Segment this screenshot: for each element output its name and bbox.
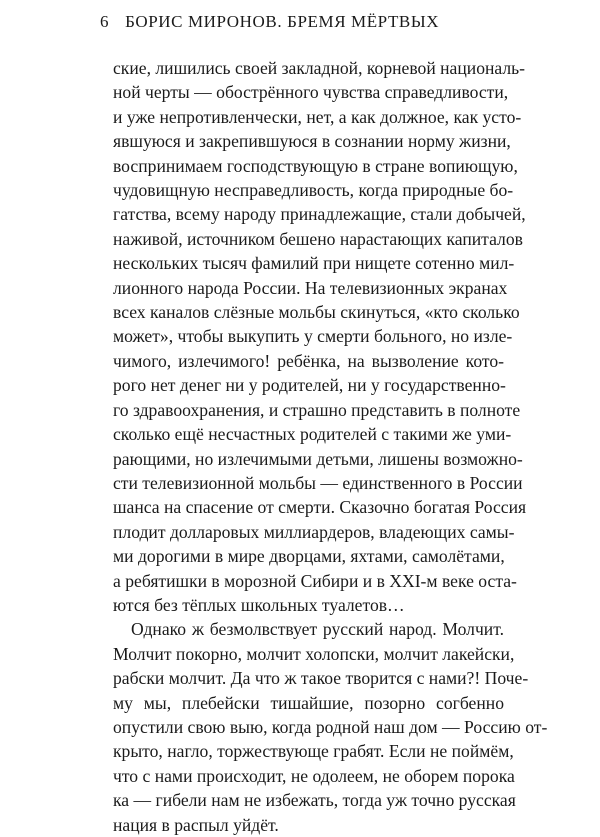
text-line: нация в распыл уйдёт. xyxy=(113,814,279,835)
text-line: лионного народа России. На телевизионных экранах xyxy=(113,277,508,298)
text-line: крыто, нагло, торжествующе грабят. Если не поймём, xyxy=(113,741,514,762)
text-line: может», чтобы выкупить у смерти больного, но излe- xyxy=(113,326,513,347)
text-line: рого нет денег ни у родителей, ни у государственно- xyxy=(113,375,506,396)
running-title: БОРИС МИРОНОВ. БРЕМЯ МЁРТВЫХ xyxy=(125,12,440,31)
text-line: гатства, всему народу принадлежащие, стали добычей, xyxy=(113,204,526,225)
text-line: го здравоохранения, и страшно представить в полноте xyxy=(113,399,521,420)
paragraph-1 xyxy=(113,56,527,617)
text-line: Однако ж безмолвствует русский народ. Молчит. xyxy=(131,619,504,640)
text-line: что с нами происходит, не одолеем, не оборем порока xyxy=(113,765,515,786)
page-number: 6 xyxy=(100,12,110,31)
text-line: наживой, источником бешено нарастающих капиталов xyxy=(113,228,523,249)
text-line: сколько ещё несчастных родителей с такими же уми- xyxy=(113,424,512,445)
text-line: шанса на спасение от смерти. Сказочно богатая Россия xyxy=(113,497,527,518)
text-line: Молчит покорно, молчит холопски, молчит лакейски, xyxy=(113,643,515,664)
text-line: му мы, плебейски тишайшие, позорно согбенно xyxy=(113,692,504,713)
text-line: и уже непротивленчески, нет, а как должное, как усто- xyxy=(113,106,522,127)
text-line: рабски молчит. Да что ж такое творится с нами?! Почe- xyxy=(113,668,529,689)
text-line: чудовищную несправедливость, когда природные бо- xyxy=(113,180,514,201)
text-line: рающими, но излечимыми детьми, лишены возможно- xyxy=(113,448,523,469)
text-line: ские, лишились своей закладной, корневой националь- xyxy=(113,58,526,78)
text-line: воспринимаем господствующую в стране вопиющую, xyxy=(113,155,518,176)
running-header xyxy=(100,12,439,32)
paragraph-2 xyxy=(113,617,548,837)
text-line: сти телевизионной мольбы — единственного в России xyxy=(113,472,523,493)
text-line: явшуюся и закрепившуюся в сознании норму жизни, xyxy=(113,131,511,152)
text-line: плодит долларовых миллиардеров, владеющих самы- xyxy=(113,521,515,542)
text-line: ются без тёплых школьных туалетов… xyxy=(113,594,405,615)
text-line: чимого, излечимого! ребёнка, на вызволение кото- xyxy=(113,350,504,371)
text-line: опустили свою выю, когда родной наш дом — Россию от- xyxy=(113,716,548,737)
body-text xyxy=(113,56,548,837)
text-line: ка — гибели нам не избежать, тогда уж точно русская xyxy=(113,790,516,811)
text-line: а ребятишки в морозной Сибири и в XXI-м веке оста- xyxy=(113,570,517,591)
text-line: ми дорогими в мире дворцами, яхтами, самолётами, xyxy=(113,546,505,567)
text-line: нескольких тысяч фамилий при нищете сотенно мил- xyxy=(113,253,515,274)
text-line: ной черты — обострённого чувства справедливости, xyxy=(113,82,509,103)
text-line: всех каналов слёзные мольбы скинуться, «кто сколько xyxy=(113,302,520,323)
